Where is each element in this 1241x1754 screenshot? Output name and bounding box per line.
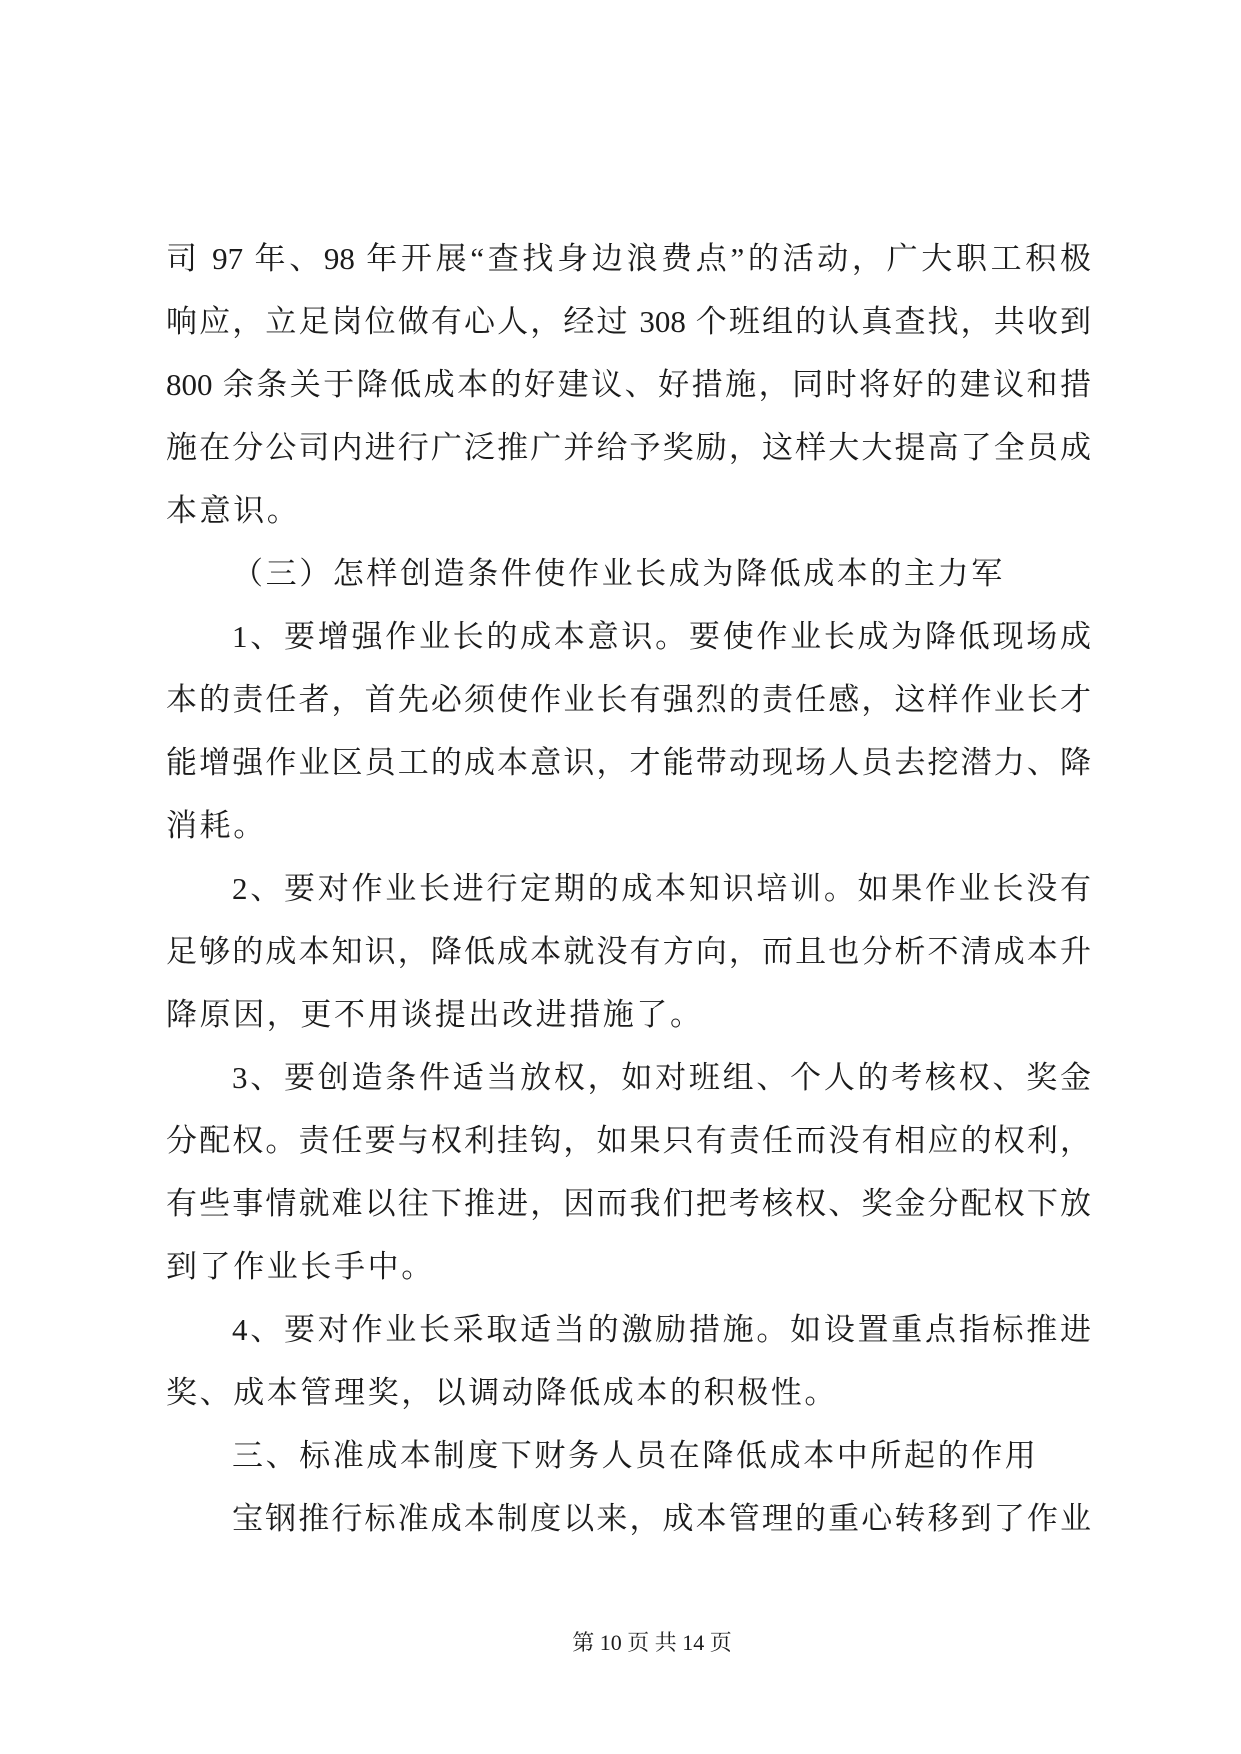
text-line: 4、要对作业长采取适当的激励措施。如设置重点指标推进 bbox=[232, 1312, 1091, 1347]
text-line: 到了作业长手中。 bbox=[166, 1249, 435, 1284]
text-line: 响应，立足岗位做有心人，经过 308 个班组的认真查找，共收到 bbox=[166, 304, 1091, 339]
text-line: 司 97 年、98 年开展“查找身边浪费点”的活动，广大职工积极 bbox=[166, 241, 1091, 276]
text-line: 能增强作业区员工的成本意识，才能带动现场人员去挖潜力、降 bbox=[166, 745, 1091, 780]
paragraph bbox=[166, 605, 1091, 857]
text-line: 施在分公司内进行广泛推广并给予奖励，这样大大提高了全员成 bbox=[166, 430, 1091, 465]
text-line: 2、要对作业长进行定期的成本知识培训。如果作业长没有 bbox=[232, 871, 1091, 906]
section-heading bbox=[166, 542, 1091, 605]
document-body bbox=[166, 227, 1091, 1550]
text-line: 分配权。责任要与权利挂钩，如果只有责任而没有相应的权利， bbox=[166, 1123, 1091, 1158]
text-line: 奖、成本管理奖，以调动降低成本的积极性。 bbox=[166, 1375, 838, 1410]
section-heading bbox=[166, 1424, 1091, 1487]
text-line: 降原因，更不用谈提出改进措施了。 bbox=[166, 997, 704, 1032]
text-line: 宝钢推行标准成本制度以来，成本管理的重心转移到了作业 bbox=[232, 1501, 1091, 1536]
text-line: 足够的成本知识，降低成本就没有方向，而且也分析不清成本升 bbox=[166, 934, 1091, 969]
text-line: 有些事情就难以往下推进，因而我们把考核权、奖金分配权下放 bbox=[166, 1186, 1091, 1221]
text-line: 3、要创造条件适当放权，如对班组、个人的考核权、奖金 bbox=[232, 1060, 1091, 1095]
paragraph bbox=[166, 1298, 1091, 1424]
text-line: 消耗。 bbox=[166, 808, 267, 843]
text-line: 本的责任者，首先必须使作业长有强烈的责任感，这样作业长才 bbox=[166, 682, 1091, 717]
paragraph bbox=[166, 857, 1091, 1046]
page-number: 第 10 页 共 14 页 bbox=[572, 1630, 732, 1655]
heading-line: 三、标准成本制度下财务人员在降低成本中所起的作用 bbox=[232, 1438, 1039, 1473]
heading-line: （三）怎样创造条件使作业长成为降低成本的主力军 bbox=[232, 556, 1005, 591]
text-line: 1、要增强作业长的成本意识。要使作业长成为降低现场成 bbox=[232, 619, 1091, 654]
paragraph bbox=[166, 1487, 1091, 1550]
paragraph bbox=[166, 1046, 1091, 1298]
text-line: 本意识。 bbox=[166, 493, 301, 528]
text-line: 800 余条关于降低成本的好建议、好措施，同时将好的建议和措 bbox=[166, 367, 1091, 402]
paragraph bbox=[166, 227, 1091, 542]
